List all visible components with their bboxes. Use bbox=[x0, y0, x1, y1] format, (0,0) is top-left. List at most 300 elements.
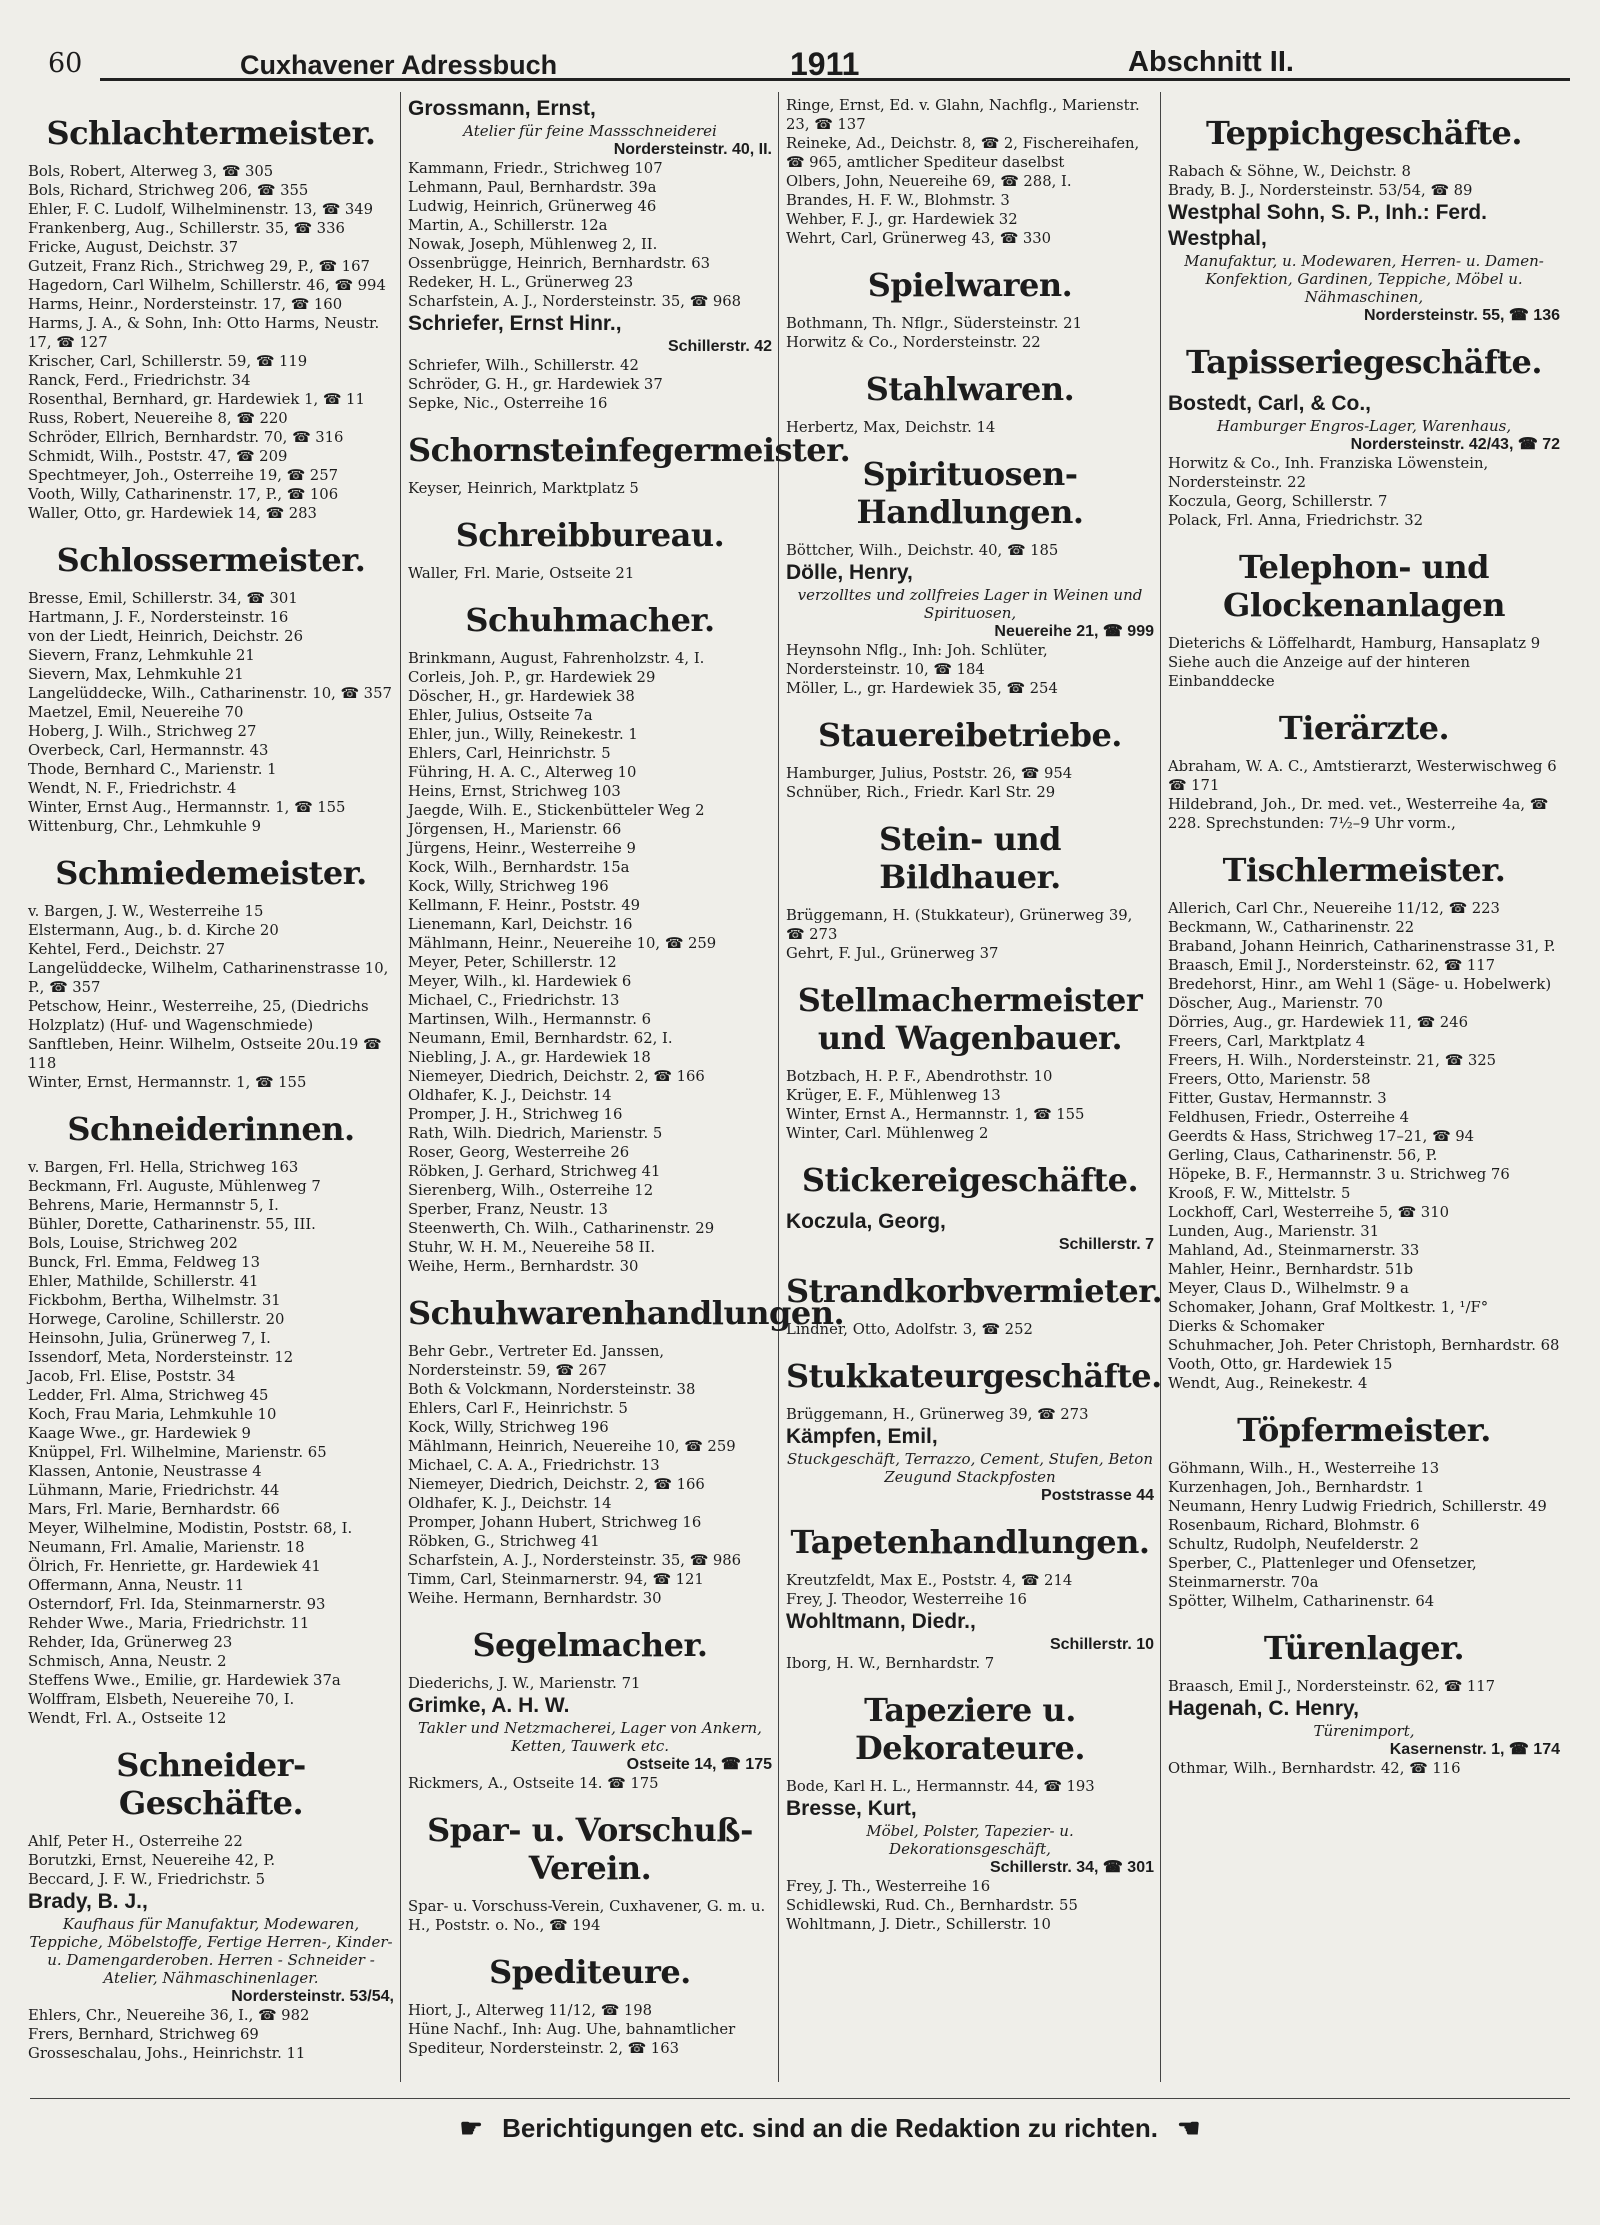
list-item: Ossenbrügge, Heinrich, Bernhardstr. 63 bbox=[408, 255, 711, 272]
featured-address: Schillerstr. 10 bbox=[1049, 1636, 1154, 1653]
list-item: Nowak, Joseph, Mühlenweg 2, II. bbox=[408, 236, 658, 253]
list-item: Meyer, Wilhelmine, Modistin, Poststr. 68, I. bbox=[28, 1520, 353, 1537]
list-item: Gehrt, F. Jul., Grünerweg 37 bbox=[786, 945, 999, 962]
directory-section bbox=[408, 516, 772, 583]
list-item: Kurzenhagen, Joh., Bernhardstr. 1 bbox=[1168, 1479, 1425, 1496]
list-item: Mählmann, Heinr., Neuereihe 10, ☎ 259 bbox=[408, 935, 717, 952]
featured-address: Schillerstr. 7 bbox=[1058, 1236, 1154, 1253]
section-heading: Stauereibetriebe. bbox=[818, 716, 1122, 754]
directory-section bbox=[1168, 343, 1560, 530]
directory-section bbox=[1168, 709, 1560, 833]
column-4 bbox=[1168, 96, 1560, 2096]
directory-section bbox=[786, 1691, 1154, 1934]
section-label: Abschnitt II. bbox=[1128, 46, 1294, 78]
list-item: Schultz, Rudolph, Neufelderstr. 2 bbox=[1168, 1536, 1419, 1553]
list-item: Freers, H. Wilh., Nordersteinstr. 21, ☎ 325 bbox=[1168, 1052, 1497, 1069]
list-item: Brinkmann, August, Fahrenholzstr. 4, I. bbox=[408, 650, 705, 667]
list-item: Michael, C. A. A., Friedrichstr. 13 bbox=[408, 1457, 660, 1474]
list-item: v. Bargen, Frl. Hella, Strichweg 163 bbox=[28, 1159, 299, 1176]
directory-section bbox=[1168, 851, 1560, 1393]
list-item: Ahlf, Peter H., Osterreihe 22 bbox=[28, 1833, 243, 1850]
list-item: Lockhoff, Carl, Westerreihe 5, ☎ 310 bbox=[1168, 1204, 1450, 1221]
list-item: Langelüddecke, Wilhelm, Catharinenstrasse 10, P., ☎ 357 bbox=[28, 960, 389, 996]
list-item: Jörgensen, H., Marienstr. 66 bbox=[408, 821, 622, 838]
entry-list bbox=[408, 1897, 772, 1935]
list-item: Waller, Otto, gr. Hardewiek 14, ☎ 283 bbox=[28, 505, 317, 522]
section-heading: Schmiedemeister. bbox=[55, 854, 367, 892]
list-item: Hamburger, Julius, Poststr. 26, ☎ 954 bbox=[786, 765, 1073, 782]
section-heading: Schornsteinfegermeister. bbox=[408, 431, 851, 469]
section-heading: Tischlermeister. bbox=[1222, 851, 1506, 889]
section-heading: Schuhwarenhandlungen. bbox=[408, 1294, 845, 1332]
list-item: Hartmann, J. F., Nordersteinstr. 16 bbox=[28, 609, 289, 626]
list-item: Horwege, Caroline, Schillerstr. 20 bbox=[28, 1311, 285, 1328]
list-item: Behr Gebr., Vertreter Ed. Janssen, Nordersteinstr. 59, ☎ 267 bbox=[408, 1343, 665, 1379]
entry-list bbox=[786, 906, 1154, 963]
list-item: Lunden, Aug., Marienstr. 31 bbox=[1168, 1223, 1380, 1240]
list-item: Sperber, Franz, Neustr. 13 bbox=[408, 1201, 608, 1218]
list-item: Ehler, jun., Willy, Reinekestr. 1 bbox=[408, 726, 638, 743]
directory-section bbox=[786, 370, 1154, 437]
list-item: Schuhmacher, Joh. Peter Christoph, Bernhardstr. 68 bbox=[1168, 1337, 1560, 1354]
featured-listing bbox=[786, 1796, 1154, 1877]
directory-section bbox=[786, 266, 1154, 352]
list-item: Elstermann, Aug., b. d. Kirche 20 bbox=[28, 922, 279, 939]
list-item: Langelüddecke, Wilh., Catharinenstr. 10, ☎ 357 bbox=[28, 685, 392, 702]
list-item: Sierenberg, Wilh., Osterreihe 12 bbox=[408, 1182, 654, 1199]
list-item: Sperber, C., Plattenleger und Ofensetzer, Steinmarnerstr. 70a bbox=[1168, 1555, 1477, 1591]
entry-list bbox=[1168, 162, 1560, 325]
section-heading: Spirituosen-Handlungen. bbox=[856, 455, 1084, 531]
column-1 bbox=[28, 96, 394, 2096]
section-heading: Spar- u. Vorschuß-Verein. bbox=[427, 1811, 753, 1887]
book-year: 1911 bbox=[790, 46, 860, 82]
footer-rule bbox=[30, 2098, 1570, 2099]
list-item: Dierks & Schomaker bbox=[1168, 1318, 1325, 1335]
list-item: Böttcher, Wilh., Deichstr. 40, ☎ 185 bbox=[786, 542, 1059, 559]
column-divider bbox=[778, 92, 779, 2082]
directory-section bbox=[1168, 114, 1560, 325]
directory-section bbox=[408, 601, 772, 1276]
featured-address: Nordersteinstr. 53/54, bbox=[231, 1988, 394, 2005]
list-item: Osterndorf, Frl. Ida, Steinmarnerstr. 93 bbox=[28, 1596, 326, 1613]
list-item: Allerich, Carl Chr., Neuereihe 11/12, ☎ 223 bbox=[1168, 900, 1500, 917]
directory-section bbox=[408, 311, 772, 413]
featured-description: Kaufhaus für Manufaktur, Modewaren, Teppiche, Möbelstoffe, Fertige Herren-, Kinder- u. Damengarderoben. Herren - Schneider - Atelier, Nähmaschinenlager. bbox=[29, 1915, 393, 1987]
list-item: Winter, Ernst Aug., Hermannstr. 1, ☎ 155 bbox=[28, 799, 346, 816]
list-item: Fitter, Gustav, Hermannstr. 3 bbox=[1168, 1090, 1387, 1107]
directory-section bbox=[786, 1357, 1162, 1505]
list-item: Rosenbaum, Richard, Blohmstr. 6 bbox=[1168, 1517, 1420, 1534]
list-item: Scharfstein, A. J., Nordersteinstr. 35, ☎ 986 bbox=[408, 1552, 742, 1569]
featured-address: Schillerstr. 42 bbox=[667, 338, 772, 355]
section-heading: Stahlwaren. bbox=[865, 370, 1075, 408]
list-item: Schmidt, Wilh., Poststr. 47, ☎ 209 bbox=[28, 448, 288, 465]
list-item: Wolffram, Elsbeth, Neuereihe 70, I. bbox=[28, 1691, 295, 1708]
list-item: Vooth, Willy, Catharinenstr. 17, P., ☎ 106 bbox=[28, 486, 339, 503]
featured-address: Nordersteinstr. 55, ☎ 136 bbox=[1363, 307, 1560, 324]
list-item: Sievern, Franz, Lehmkuhle 21 bbox=[28, 647, 255, 664]
list-item: Corleis, Joh. P., gr. Hardewiek 29 bbox=[408, 669, 656, 686]
list-item: Jürgens, Heinr., Westerreihe 9 bbox=[408, 840, 636, 857]
list-item: Freers, Otto, Marienstr. 58 bbox=[1168, 1071, 1371, 1088]
featured-name: Koczula, Georg, bbox=[786, 1210, 946, 1233]
list-item: Martinsen, Wilh., Hermannstr. 6 bbox=[408, 1011, 652, 1028]
list-item: Meyer, Claus D., Wilhelmstr. 9 a bbox=[1168, 1280, 1409, 1297]
footer-note: Berichtigungen etc. sind an die Redaktion zu richten. bbox=[502, 2113, 1158, 2143]
list-item: Feldhusen, Friedr., Osterreihe 4 bbox=[1168, 1109, 1410, 1126]
directory-section bbox=[28, 1746, 394, 2063]
list-item: Horwitz & Co., Nordersteinstr. 22 bbox=[786, 334, 1041, 351]
featured-address: Ostseite 14, ☎ 175 bbox=[626, 1756, 772, 1773]
list-item: Ehler, Julius, Ostseite 7a bbox=[408, 707, 593, 724]
pointing-hand-left-icon: ☛ bbox=[459, 2113, 483, 2143]
list-item: Schröder, Ellrich, Bernhardstr. 70, ☎ 316 bbox=[28, 429, 344, 446]
page-footer bbox=[380, 2113, 1280, 2144]
list-item: Keyser, Heinrich, Marktplatz 5 bbox=[408, 480, 639, 497]
featured-address: Poststrasse 44 bbox=[1041, 1487, 1154, 1504]
list-item: Koch, Frau Maria, Lehmkuhle 10 bbox=[28, 1406, 277, 1423]
list-item: Döscher, H., gr. Hardewiek 38 bbox=[408, 688, 635, 705]
list-item: Overbeck, Carl, Hermannstr. 43 bbox=[28, 742, 269, 759]
list-item: Schnüber, Rich., Friedr. Karl Str. 29 bbox=[786, 784, 1056, 801]
directory-section bbox=[408, 1626, 772, 1793]
list-item: Mars, Frl. Marie, Bernhardstr. 66 bbox=[28, 1501, 280, 1518]
list-item: Schidlewski, Rud. Ch., Bernhardstr. 55 bbox=[786, 1897, 1078, 1914]
featured-listing bbox=[1168, 200, 1560, 325]
list-item: Wehrt, Carl, Grünerweg 43, ☎ 330 bbox=[786, 230, 1052, 247]
list-item: Ludwig, Heinrich, Grünerweg 46 bbox=[408, 198, 657, 215]
page-number: 60 bbox=[48, 48, 83, 79]
entry-list bbox=[408, 564, 772, 583]
entry-list bbox=[408, 1342, 772, 1608]
list-item: Kellmann, F. Heinr., Poststr. 49 bbox=[408, 897, 641, 914]
list-item: Kammann, Friedr., Strichweg 107 bbox=[408, 160, 663, 177]
list-item: Petschow, Heinr., Westerreihe, 25, (Diedrichs Holzplatz) (Huf- und Wagenschmiede) bbox=[28, 998, 369, 1034]
list-item: Russ, Robert, Neuereihe 8, ☎ 220 bbox=[28, 410, 288, 427]
list-item: Klassen, Antonie, Neustrasse 4 bbox=[28, 1463, 262, 1480]
list-item: Steenwerth, Ch. Wilh., Catharinenstr. 29 bbox=[408, 1220, 715, 1237]
featured-listing bbox=[408, 96, 772, 159]
featured-description: Türenimport, bbox=[1313, 1722, 1415, 1740]
list-item: von der Liedt, Heinrich, Deichstr. 26 bbox=[28, 628, 303, 645]
section-heading: Stein- und Bildhauer. bbox=[879, 820, 1061, 896]
list-item: Horwitz & Co., Inh. Franziska Löwenstein, Nordersteinstr. 22 bbox=[1168, 455, 1489, 491]
entry-list bbox=[1168, 757, 1560, 833]
list-item: Geerdts & Hass, Strichweg 17–21, ☎ 94 bbox=[1168, 1128, 1475, 1145]
entry-list bbox=[408, 1674, 772, 1793]
directory-section bbox=[1168, 1411, 1560, 1611]
list-item: Oldhafer, K. J., Deichstr. 14 bbox=[408, 1087, 612, 1104]
featured-address: Nordersteinstr. 40, II. bbox=[613, 141, 772, 158]
featured-name: Brady, B. J., bbox=[28, 1890, 148, 1913]
list-item: Sievern, Max, Lehmkuhle 21 bbox=[28, 666, 244, 683]
featured-listing bbox=[28, 1889, 394, 2006]
list-item: Bresse, Emil, Schillerstr. 34, ☎ 301 bbox=[28, 590, 298, 607]
entry-list bbox=[786, 1320, 1154, 1339]
featured-address: Neuereihe 21, ☎ 999 bbox=[994, 623, 1154, 640]
entry-list bbox=[408, 311, 772, 413]
list-item: Röbken, G., Strichweg 41 bbox=[408, 1533, 600, 1550]
list-item: Röbken, J. Gerhard, Strichweg 41 bbox=[408, 1163, 661, 1180]
directory-section bbox=[408, 96, 772, 311]
list-item: Steffens Wwe., Emilie, gr. Hardewiek 37a bbox=[28, 1672, 341, 1689]
list-item: Polack, Frl. Anna, Friedrichstr. 32 bbox=[1168, 512, 1424, 529]
list-item: Hagedorn, Carl Wilhelm, Schillerstr. 46, ☎ 994 bbox=[28, 277, 386, 294]
list-item: Frankenberg, Aug., Schillerstr. 35, ☎ 336 bbox=[28, 220, 345, 237]
list-item: Krooß, F. W., Mittelstr. 5 bbox=[1168, 1185, 1351, 1202]
featured-address: Nordersteinstr. 42/43, ☎ 72 bbox=[1350, 436, 1560, 453]
list-item: Lindner, Otto, Adolfstr. 3, ☎ 252 bbox=[786, 1321, 1033, 1338]
directory-section bbox=[786, 1161, 1154, 1254]
list-item: Führing, H. A. C., Alterweg 10 bbox=[408, 764, 637, 781]
entry-list bbox=[1168, 899, 1560, 1393]
list-item: Wendt, Frl. A., Ostseite 12 bbox=[28, 1710, 227, 1727]
list-item: Vooth, Otto, gr. Hardewiek 15 bbox=[1168, 1356, 1393, 1373]
directory-section bbox=[786, 716, 1154, 802]
list-item: Ölrich, Fr. Henriette, gr. Hardewiek 41 bbox=[28, 1558, 321, 1575]
list-item: Neumann, Frl. Amalie, Marienstr. 18 bbox=[28, 1539, 305, 1556]
list-item: Dörries, Aug., gr. Hardewiek 11, ☎ 246 bbox=[1168, 1014, 1468, 1031]
list-item: Stuhr, W. H. M., Neuereihe 58 II. bbox=[408, 1239, 656, 1256]
list-item: Mahland, Ad., Steinmarnerstr. 33 bbox=[1168, 1242, 1420, 1259]
entry-list bbox=[1168, 634, 1560, 691]
list-item: Kaage Wwe., gr. Hardewiek 9 bbox=[28, 1425, 251, 1442]
list-item: Kock, Wilh., Bernhardstr. 15a bbox=[408, 859, 630, 876]
book-title: Cuxhavener Adressbuch bbox=[240, 50, 558, 80]
list-item: Botzbach, H. P. F., Abendrothstr. 10 bbox=[786, 1068, 1053, 1085]
list-item: Freers, Carl, Marktplatz 4 bbox=[1168, 1033, 1366, 1050]
list-item: Wittenburg, Chr., Lehmkuhle 9 bbox=[28, 818, 261, 835]
entry-list bbox=[786, 764, 1154, 802]
list-item: Lienemann, Karl, Deichstr. 16 bbox=[408, 916, 633, 933]
featured-description: Stuckgeschäft, Terrazzo, Cement, Stufen, Beton Zeugund Stackpfosten bbox=[786, 1450, 1153, 1486]
list-item: Sanftleben, Heinr. Wilhelm, Ostseite 20u.19 ☎ 118 bbox=[28, 1036, 382, 1072]
entry-list bbox=[28, 1832, 394, 2063]
directory-section bbox=[28, 541, 394, 836]
section-heading: Schreibbureau. bbox=[455, 516, 725, 554]
featured-name: Grossmann, Ernst, bbox=[408, 97, 596, 120]
list-item: Meyer, Peter, Schillerstr. 12 bbox=[408, 954, 617, 971]
list-item: Dieterichs & Löffelhardt, Hamburg, Hansaplatz 9 bbox=[1168, 635, 1541, 652]
section-heading: Tapisseriegeschäfte. bbox=[1185, 343, 1543, 381]
list-item: Ranck, Ferd., Friedrichstr. 34 bbox=[28, 372, 251, 389]
list-item: Ringe, Ernst, Ed. v. Glahn, Nachflg., Marienstr. 23, ☎ 137 bbox=[786, 97, 1140, 133]
list-item: Fickbohm, Bertha, Wilhelmstr. 31 bbox=[28, 1292, 281, 1309]
section-heading: Schneider-Geschäfte. bbox=[116, 1746, 306, 1822]
list-item: v. Bargen, J. W., Westerreihe 15 bbox=[28, 903, 264, 920]
list-item: Kreutzfeldt, Max E., Poststr. 4, ☎ 214 bbox=[786, 1572, 1073, 1589]
directory-section bbox=[28, 114, 394, 523]
list-item: Neumann, Emil, Bernhardstr. 62, I. bbox=[408, 1030, 673, 1047]
list-item: Möller, L., gr. Hardewiek 35, ☎ 254 bbox=[786, 680, 1058, 697]
featured-name: Grimke, A. H. W. bbox=[408, 1694, 570, 1717]
list-item: Sepke, Nic., Osterreihe 16 bbox=[408, 395, 608, 412]
list-item: Roser, Georg, Westerreihe 26 bbox=[408, 1144, 630, 1161]
list-item: Mählmann, Heinrich, Neuereihe 10, ☎ 259 bbox=[408, 1438, 736, 1455]
entry-list bbox=[786, 96, 1154, 248]
directory-section bbox=[1168, 1629, 1560, 1778]
list-item: Weihe. Hermann, Bernhardstr. 30 bbox=[408, 1590, 662, 1607]
list-item: Niemeyer, Diedrich, Deichstr. 2, ☎ 166 bbox=[408, 1068, 705, 1085]
list-item: Niebling, J. A., gr. Hardewiek 18 bbox=[408, 1049, 651, 1066]
featured-description: verzolltes und zollfreies Lager in Weinen und Spirituosen, bbox=[797, 586, 1143, 622]
list-item: Mahler, Heinr., Bernhardstr. 51b bbox=[1168, 1261, 1414, 1278]
list-item: Oldhafer, K. J., Deichstr. 14 bbox=[408, 1495, 612, 1512]
section-heading: Töpfermeister. bbox=[1237, 1411, 1491, 1449]
entry-list bbox=[28, 589, 394, 836]
directory-section bbox=[28, 1110, 394, 1728]
entry-list bbox=[1168, 1677, 1560, 1778]
column-divider bbox=[1160, 92, 1161, 2082]
list-item: Fricke, August, Deichstr. 37 bbox=[28, 239, 239, 256]
list-item: Schomaker, Johann, Graf Moltkestr. 1, ¹/F° bbox=[1168, 1299, 1489, 1316]
directory-section bbox=[786, 981, 1154, 1143]
list-item: Ehlers, Carl, Heinrichstr. 5 bbox=[408, 745, 611, 762]
featured-name: Bresse, Kurt, bbox=[786, 1797, 917, 1820]
list-item: Martin, A., Schillerstr. 12a bbox=[408, 217, 608, 234]
list-item: Rehder, Ida, Grünerweg 23 bbox=[28, 1634, 233, 1651]
list-item: Ehlers, Chr., Neuereihe 36, I., ☎ 982 bbox=[28, 2007, 310, 2024]
featured-name: Bostedt, Carl, & Co., bbox=[1168, 392, 1372, 415]
list-item: Grosseschalau, Johs., Heinrichstr. 11 bbox=[28, 2045, 306, 2062]
list-item: Jaegde, Wilh. E., Stickenbütteler Weg 2 bbox=[408, 802, 705, 819]
section-heading: Tapetenhandlungen. bbox=[790, 1523, 1150, 1561]
list-item: Promper, Johann Hubert, Strichweg 16 bbox=[408, 1514, 702, 1531]
featured-description: Manufaktur, u. Modewaren, Herren- u. Damen-Konfektion, Gardinen, Teppiche, Möbel u. Nähmaschinen, bbox=[1184, 252, 1544, 306]
featured-listing bbox=[1168, 1696, 1560, 1759]
column-3 bbox=[786, 96, 1163, 2096]
list-item: Promper, J. H., Strichweg 16 bbox=[408, 1106, 623, 1123]
list-item: Hüne Nachf., Inh: Aug. Uhe, bahnamtlicher Spediteur, Nordersteinstr. 2, ☎ 163 bbox=[408, 2021, 736, 2057]
list-item: Brüggemann, H., Grünerweg 39, ☎ 273 bbox=[786, 1406, 1089, 1423]
list-item: Krischer, Carl, Schillerstr. 59, ☎ 119 bbox=[28, 353, 308, 370]
list-item: Göhmann, Wilh., H., Westerreihe 13 bbox=[1168, 1460, 1440, 1477]
directory-section bbox=[28, 854, 394, 1092]
list-item: Thode, Bernhard C., Marienstr. 1 bbox=[28, 761, 277, 778]
list-item: Scharfstein, A. J., Nordersteinstr. 35, ☎ 968 bbox=[408, 293, 742, 310]
directory-section bbox=[786, 1523, 1154, 1673]
featured-name: Wohltmann, Diedr., bbox=[786, 1610, 976, 1633]
directory-section bbox=[408, 1953, 772, 2058]
list-item: Herbertz, Max, Deichstr. 14 bbox=[786, 419, 996, 436]
featured-listing bbox=[1168, 391, 1560, 454]
featured-listing bbox=[786, 1424, 1154, 1505]
entry-list bbox=[786, 314, 1154, 352]
list-item: Spar- u. Vorschuss-Verein, Cuxhavener, G. m. u. H., Poststr. o. No., ☎ 194 bbox=[408, 1898, 766, 1934]
list-item: Offermann, Anna, Neustr. 11 bbox=[28, 1577, 245, 1594]
list-item: Bühler, Dorette, Catharinenstr. 55, III. bbox=[28, 1216, 316, 1233]
list-item: Heinsohn, Julia, Grünerweg 7, I. bbox=[28, 1330, 271, 1347]
section-heading: Teppichgeschäfte. bbox=[1206, 114, 1522, 152]
list-item: Olbers, John, Neuereihe 69, ☎ 288, I. bbox=[786, 173, 1072, 190]
entry-list bbox=[408, 2001, 772, 2058]
list-item: Wohltmann, J. Dietr., Schillerstr. 10 bbox=[786, 1916, 1051, 1933]
list-item: Winter, Ernst, Hermannstr. 1, ☎ 155 bbox=[28, 1074, 307, 1091]
list-item: Brandes, H. F. W., Blohmstr. 3 bbox=[786, 192, 1010, 209]
section-heading: Tapeziere u. Dekorateure. bbox=[855, 1691, 1085, 1767]
list-item: Bols, Louise, Strichweg 202 bbox=[28, 1235, 238, 1252]
section-heading: Spediteure. bbox=[489, 1953, 691, 1991]
list-item: Kock, Willy, Strichweg 196 bbox=[408, 1419, 609, 1436]
entry-list bbox=[786, 1405, 1154, 1505]
entry-list bbox=[1168, 1459, 1560, 1611]
entry-list bbox=[408, 96, 772, 311]
featured-name: Schriefer, Ernst Hinr., bbox=[408, 312, 622, 335]
list-item: Gerling, Claus, Catharinenstr. 56, P. bbox=[1168, 1147, 1438, 1164]
section-heading: Schlossermeister. bbox=[56, 541, 366, 579]
featured-description: Möbel, Polster, Tapezier- u. Dekorationsgeschäft, bbox=[866, 1822, 1074, 1858]
list-item: Bothmann, Th. Nflgr., Südersteinstr. 21 bbox=[786, 315, 1082, 332]
section-heading: Schneiderinnen. bbox=[67, 1110, 355, 1148]
list-item: Bredehorst, Hinr., am Wehl 1 (Säge- u. Hobelwerk) bbox=[1168, 976, 1552, 993]
pointing-hand-right-icon: ☚ bbox=[1177, 2113, 1201, 2143]
list-item: Frey, J. Th., Westerreihe 16 bbox=[786, 1878, 991, 1895]
list-item: Koczula, Georg, Schillerstr. 7 bbox=[1168, 493, 1388, 510]
list-item: Rabach & Söhne, W., Deichstr. 8 bbox=[1168, 163, 1411, 180]
list-item: Beckmann, W., Catharinenstr. 22 bbox=[1168, 919, 1415, 936]
section-heading: Stukkateurgeschäfte. bbox=[786, 1357, 1162, 1395]
section-heading: Tierärzte. bbox=[1278, 709, 1450, 747]
column-divider bbox=[400, 92, 401, 2082]
list-item: Wehber, F. J., gr. Hardewiek 32 bbox=[786, 211, 1018, 228]
list-item: Rehder Wwe., Maria, Friedrichstr. 11 bbox=[28, 1615, 310, 1632]
list-item: Wendt, N. F., Friedrichstr. 4 bbox=[28, 780, 237, 797]
list-item: Hiort, J., Alterweg 11/12, ☎ 198 bbox=[408, 2002, 653, 2019]
list-item: Timm, Carl, Steinmarnerstr. 94, ☎ 121 bbox=[408, 1571, 704, 1588]
entry-list bbox=[786, 1571, 1154, 1673]
featured-listing bbox=[786, 1209, 1154, 1254]
featured-address: Kasernenstr. 1, ☎ 174 bbox=[1389, 1741, 1560, 1758]
list-item: Rickmers, A., Ostseite 14. ☎ 175 bbox=[408, 1775, 659, 1792]
list-item: Both & Volckmann, Nordersteinstr. 38 bbox=[408, 1381, 696, 1398]
entry-list bbox=[786, 418, 1154, 437]
list-item: Ehler, F. C. Ludolf, Wilhelminenstr. 13, ☎ 349 bbox=[28, 201, 374, 218]
section-heading: Türenlager. bbox=[1263, 1629, 1465, 1667]
entry-list bbox=[408, 649, 772, 1276]
entry-list bbox=[28, 1158, 394, 1728]
section-heading: Telephon- und Glockenanlagen bbox=[1223, 548, 1505, 624]
featured-address: Schillerstr. 34, ☎ 301 bbox=[989, 1859, 1154, 1876]
list-item: Diederichs, J. W., Marienstr. 71 bbox=[408, 1675, 641, 1692]
list-item: Iborg, H. W., Bernhardstr. 7 bbox=[786, 1655, 995, 1672]
list-item: Borutzki, Ernst, Neuereihe 42, P. bbox=[28, 1852, 276, 1869]
list-item: Waller, Frl. Marie, Ostseite 21 bbox=[408, 565, 635, 582]
list-item: Lehmann, Paul, Bernhardstr. 39a bbox=[408, 179, 657, 196]
entry-list bbox=[28, 902, 394, 1092]
list-item: Reineke, Ad., Deichstr. 8, ☎ 2, Fischereihafen, ☎ 965, amtlicher Spediteur daselbst bbox=[786, 135, 1140, 171]
section-heading: Segelmacher. bbox=[472, 1626, 708, 1664]
directory-section bbox=[786, 1272, 1163, 1339]
list-item: Niemeyer, Diedrich, Deichstr. 2, ☎ 166 bbox=[408, 1476, 705, 1493]
list-item: Redeker, H. L., Grünerweg 23 bbox=[408, 274, 634, 291]
list-item: Gutzeit, Franz Rich., Strichweg 29, P., ☎ 167 bbox=[28, 258, 370, 275]
featured-listing bbox=[786, 560, 1154, 641]
featured-description: Hamburger Engros-Lager, Warenhaus, bbox=[1216, 417, 1512, 435]
list-item: Beckmann, Frl. Auguste, Mühlenweg 7 bbox=[28, 1178, 321, 1195]
list-item: Bode, Karl H. L., Hermannstr. 44, ☎ 193 bbox=[786, 1778, 1095, 1795]
featured-listing bbox=[786, 1609, 1154, 1654]
list-item: Winter, Carl. Mühlenweg 2 bbox=[786, 1125, 989, 1142]
list-item: Ehlers, Carl F., Heinrichstr. 5 bbox=[408, 1400, 628, 1417]
list-item: Braband, Johann Heinrich, Catharinenstrasse 31, P. bbox=[1168, 938, 1556, 955]
entry-list bbox=[786, 1777, 1154, 1934]
list-item: Michael, C., Friedrichstr. 13 bbox=[408, 992, 620, 1009]
list-item: Kehtel, Ferd., Deichstr. 27 bbox=[28, 941, 226, 958]
header-rule bbox=[100, 78, 1570, 81]
list-item: Meyer, Wilh., kl. Hardewiek 6 bbox=[408, 973, 632, 990]
list-item: Heynsohn Nflg., Inh: Joh. Schlüter, Nordersteinstr. 10, ☎ 184 bbox=[786, 642, 1048, 678]
